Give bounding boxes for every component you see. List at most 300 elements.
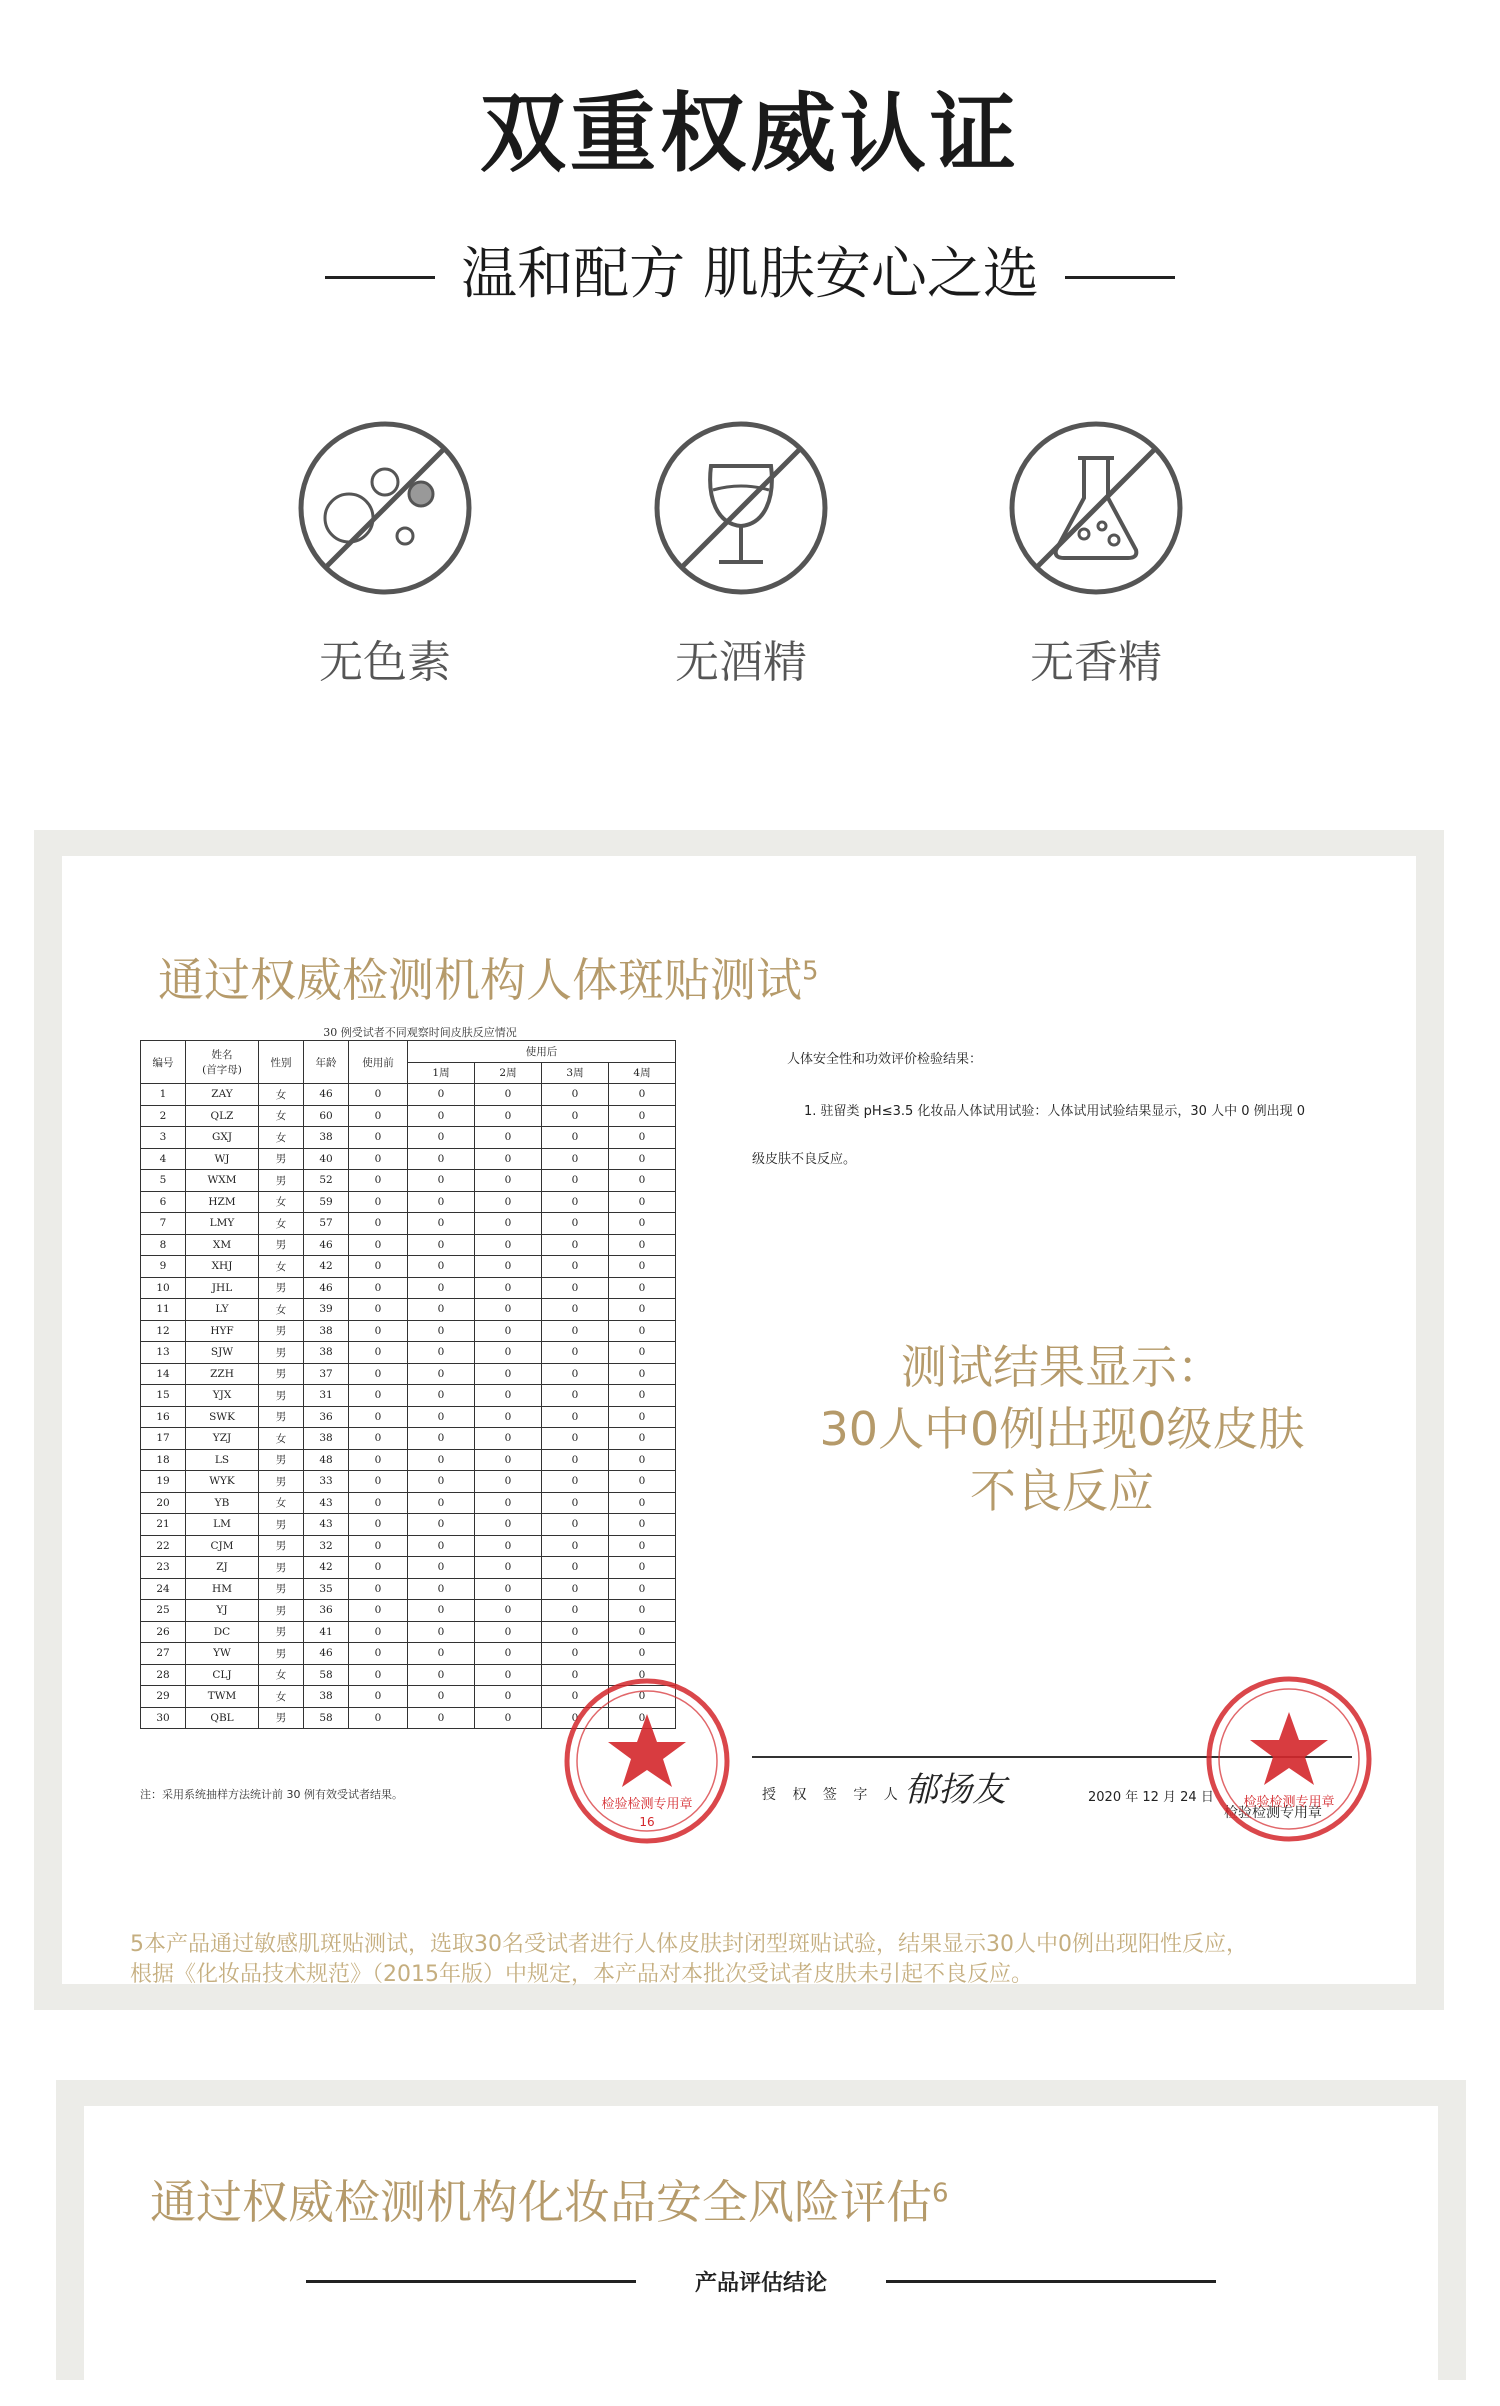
- table-cell: 59: [304, 1191, 349, 1213]
- table-cell: 0: [408, 1621, 475, 1643]
- table-cell: 0: [542, 1664, 609, 1686]
- table-cell: 男: [259, 1320, 304, 1342]
- table-cell: 0: [475, 1664, 542, 1686]
- table-cell: 0: [609, 1578, 676, 1600]
- table-cell: 0: [475, 1277, 542, 1299]
- table-row: [141, 1234, 676, 1256]
- table-cell: 0: [475, 1320, 542, 1342]
- table-cell: 0: [542, 1234, 609, 1256]
- table-cell: 39: [304, 1299, 349, 1321]
- result-highlight-line: 测试结果显示：: [901, 1340, 1223, 1394]
- table-cell: 0: [349, 1664, 408, 1686]
- table-cell: 0: [475, 1492, 542, 1514]
- table-cell: 0: [475, 1471, 542, 1493]
- table-cell: 46: [304, 1277, 349, 1299]
- table-cell: 2: [141, 1105, 186, 1127]
- col-week: 1周: [408, 1062, 475, 1084]
- table-cell: 0: [475, 1449, 542, 1471]
- table-cell: 0: [609, 1535, 676, 1557]
- feature-label: 无酒精: [675, 637, 807, 688]
- table-cell: 3: [141, 1127, 186, 1149]
- table-cell: 0: [475, 1428, 542, 1450]
- table-cell: 0: [475, 1299, 542, 1321]
- table-cell: ZJ: [186, 1557, 259, 1579]
- table-cell: 女: [259, 1191, 304, 1213]
- table-cell: HYF: [186, 1320, 259, 1342]
- table-row: [141, 1514, 676, 1536]
- table-cell: 0: [542, 1363, 609, 1385]
- table-cell: 0: [609, 1492, 676, 1514]
- table-cell: 女: [259, 1299, 304, 1321]
- page-subtitle: [0, 230, 1500, 310]
- table-cell: 0: [609, 1385, 676, 1407]
- result-text-line: 级皮肤不良反应。: [752, 1152, 857, 1167]
- table-cell: 0: [475, 1127, 542, 1149]
- table-row: [141, 1643, 676, 1665]
- table-cell: 9: [141, 1256, 186, 1278]
- table-cell: 0: [542, 1428, 609, 1450]
- patch-test-footnote: [130, 1930, 1430, 1990]
- table-cell: 0: [349, 1299, 408, 1321]
- table-cell: 0: [349, 1127, 408, 1149]
- eval-title: 产品评估结论: [694, 2271, 827, 2296]
- table-cell: 0: [609, 1191, 676, 1213]
- result-highlight-line: 不良反应: [970, 1464, 1154, 1518]
- table-cell: QBL: [186, 1707, 259, 1729]
- table-cell: 23: [141, 1557, 186, 1579]
- table-cell: 0: [542, 1600, 609, 1622]
- table-cell: 57: [304, 1213, 349, 1235]
- feature-label: 无香精: [1030, 637, 1162, 688]
- table-cell: 0: [349, 1342, 408, 1364]
- table-cell: 0: [349, 1406, 408, 1428]
- table-cell: 0: [542, 1535, 609, 1557]
- table-cell: 0: [475, 1514, 542, 1536]
- result-highlight-line: 30人中0例出现0级皮肤: [819, 1402, 1305, 1456]
- table-cell: 0: [349, 1170, 408, 1192]
- table-cell: 0: [609, 1363, 676, 1385]
- table-row: [141, 1320, 676, 1342]
- table-cell: 46: [304, 1084, 349, 1106]
- table-cell: 36: [304, 1406, 349, 1428]
- table-row: [141, 1449, 676, 1471]
- table-cell: 0: [475, 1213, 542, 1235]
- table-cell: 29: [141, 1686, 186, 1708]
- table-cell: 0: [542, 1492, 609, 1514]
- table-cell: 0: [609, 1299, 676, 1321]
- table-cell: 36: [304, 1600, 349, 1622]
- table-cell: 男: [259, 1148, 304, 1170]
- table-cell: 0: [349, 1105, 408, 1127]
- table-row: [141, 1213, 676, 1235]
- table-cell: 0: [408, 1170, 475, 1192]
- table-cell: 0: [475, 1600, 542, 1622]
- result-highlight: [802, 1336, 1322, 1522]
- feature-label: 无色素: [319, 637, 451, 688]
- table-cell: 15: [141, 1385, 186, 1407]
- table-cell: 38: [304, 1686, 349, 1708]
- col-name: 姓名 (首字母): [186, 1041, 259, 1084]
- table-cell: 0: [408, 1148, 475, 1170]
- table-cell: 0: [408, 1449, 475, 1471]
- table-cell: 0: [408, 1084, 475, 1106]
- risk-assessment-frame: [56, 2080, 1466, 2380]
- table-cell: 1: [141, 1084, 186, 1106]
- table-cell: 0: [609, 1148, 676, 1170]
- svg-text:检验检测专用章: 检验检测专用章: [601, 1797, 693, 1812]
- table-cell: 7: [141, 1213, 186, 1235]
- table-cell: 0: [542, 1256, 609, 1278]
- table-cell: 0: [542, 1084, 609, 1106]
- table-cell: LM: [186, 1514, 259, 1536]
- table-cell: 女: [259, 1686, 304, 1708]
- result-heading: 人体安全性和功效评价检验结果：: [787, 1052, 983, 1067]
- table-cell: LS: [186, 1449, 259, 1471]
- table-cell: JHL: [186, 1277, 259, 1299]
- table-cell: HM: [186, 1578, 259, 1600]
- table-cell: 0: [609, 1277, 676, 1299]
- table-cell: 0: [475, 1191, 542, 1213]
- table-cell: ZZH: [186, 1363, 259, 1385]
- table-row: [141, 1578, 676, 1600]
- table-cell: 0: [475, 1643, 542, 1665]
- col-after: 使用后: [408, 1041, 676, 1063]
- table-cell: 0: [609, 1406, 676, 1428]
- stamp-caption: 检验检测专用章: [1224, 1805, 1322, 1821]
- table-cell: 11: [141, 1299, 186, 1321]
- table-cell: SWK: [186, 1406, 259, 1428]
- table-cell: 60: [304, 1105, 349, 1127]
- table-cell: 男: [259, 1406, 304, 1428]
- table-cell: 0: [349, 1084, 408, 1106]
- table-cell: 0: [349, 1320, 408, 1342]
- table-cell: 0: [542, 1191, 609, 1213]
- feature-no-alcohol: [641, 420, 841, 690]
- table-row: [141, 1148, 676, 1170]
- table-cell: 男: [259, 1471, 304, 1493]
- table-cell: 0: [475, 1105, 542, 1127]
- table-cell: SJW: [186, 1342, 259, 1364]
- table-cell: 男: [259, 1514, 304, 1536]
- footnote-line: 根据《化妆品技术规范》（2015年版）中规定，本产品对本批次受试者皮肤未引起不良反应。: [130, 1962, 1033, 1987]
- table-cell: 0: [475, 1535, 542, 1557]
- table-cell: YW: [186, 1643, 259, 1665]
- table-cell: 0: [408, 1600, 475, 1622]
- table-cell: 男: [259, 1363, 304, 1385]
- table-cell: 0: [408, 1686, 475, 1708]
- table-cell: 0: [542, 1557, 609, 1579]
- table-cell: 41: [304, 1621, 349, 1643]
- official-stamp-left: [562, 1676, 732, 1846]
- table-cell: 0: [408, 1127, 475, 1149]
- table-cell: 0: [349, 1707, 408, 1729]
- table-cell: 0: [609, 1084, 676, 1106]
- table-cell: 0: [408, 1707, 475, 1729]
- table-cell: 0: [349, 1686, 408, 1708]
- table-row: [141, 1492, 676, 1514]
- table-cell: 38: [304, 1127, 349, 1149]
- table-cell: 0: [542, 1449, 609, 1471]
- table-cell: 0: [609, 1643, 676, 1665]
- table-cell: 17: [141, 1428, 186, 1450]
- col-sex: 性别: [259, 1041, 304, 1084]
- table-cell: XM: [186, 1234, 259, 1256]
- table-cell: 4: [141, 1148, 186, 1170]
- table-row: [141, 1256, 676, 1278]
- table-row: [141, 1600, 676, 1622]
- table-cell: 0: [475, 1707, 542, 1729]
- table-cell: 0: [408, 1234, 475, 1256]
- table-cell: 0: [349, 1621, 408, 1643]
- table-cell: 男: [259, 1600, 304, 1622]
- sign-date: 2020 年 12 月 24 日: [1088, 1790, 1214, 1805]
- table-cell: 0: [542, 1213, 609, 1235]
- table-cell: 14: [141, 1363, 186, 1385]
- table-cell: 0: [609, 1127, 676, 1149]
- table-cell: 0: [349, 1385, 408, 1407]
- table-cell: 0: [349, 1578, 408, 1600]
- table-cell: 男: [259, 1277, 304, 1299]
- risk-assessment-certificate: [84, 2106, 1438, 2406]
- table-cell: 27: [141, 1643, 186, 1665]
- table-cell: 0: [349, 1535, 408, 1557]
- table-cell: 0: [475, 1170, 542, 1192]
- table-cell: 18: [141, 1449, 186, 1471]
- table-cell: YJX: [186, 1385, 259, 1407]
- table-cell: 0: [408, 1643, 475, 1665]
- table-cell: 0: [349, 1514, 408, 1536]
- table-cell: 0: [609, 1686, 676, 1708]
- table-note: 注：采用系统抽样方法统计前 30 例有效受试者结果。: [140, 1788, 403, 1801]
- table-cell: YJ: [186, 1600, 259, 1622]
- table-caption: 30 例受试者不同观察时间皮肤反应情况: [323, 1026, 517, 1039]
- table-cell: CLJ: [186, 1664, 259, 1686]
- table-cell: 12: [141, 1320, 186, 1342]
- table-cell: 0: [475, 1084, 542, 1106]
- table-cell: 0: [349, 1363, 408, 1385]
- table-cell: 0: [349, 1643, 408, 1665]
- table-cell: 0: [349, 1492, 408, 1514]
- table-cell: 0: [542, 1385, 609, 1407]
- table-cell: QLZ: [186, 1105, 259, 1127]
- table-cell: 19: [141, 1471, 186, 1493]
- table-cell: 40: [304, 1148, 349, 1170]
- table-row: [141, 1535, 676, 1557]
- table-cell: 0: [542, 1643, 609, 1665]
- right-dash: [1065, 276, 1175, 279]
- feature-no-fragrance: [996, 420, 1196, 690]
- table-cell: 0: [408, 1578, 475, 1600]
- table-cell: 0: [408, 1428, 475, 1450]
- table-cell: 男: [259, 1557, 304, 1579]
- table-cell: 0: [349, 1428, 408, 1450]
- table-cell: 21: [141, 1514, 186, 1536]
- table-cell: 女: [259, 1428, 304, 1450]
- table-cell: 女: [259, 1084, 304, 1106]
- table-cell: 男: [259, 1385, 304, 1407]
- table-cell: 43: [304, 1492, 349, 1514]
- svg-text:检验检测专用章: 检验检测专用章: [1243, 1795, 1335, 1810]
- table-row: [141, 1191, 676, 1213]
- table-cell: 0: [408, 1105, 475, 1127]
- table-cell: 0: [542, 1686, 609, 1708]
- result-text-line: 1. 驻留类 pH≤3.5 化妆品人体试用试验：人体试用试验结果显示，30 人中 0 例出现 0: [804, 1104, 1306, 1119]
- table-cell: 0: [542, 1621, 609, 1643]
- col-week: 4周: [609, 1062, 676, 1084]
- table-cell: 24: [141, 1578, 186, 1600]
- table-cell: GXJ: [186, 1127, 259, 1149]
- table-cell: 女: [259, 1492, 304, 1514]
- table-row: [141, 1385, 676, 1407]
- table-cell: 0: [609, 1428, 676, 1450]
- reaction-table: [140, 1040, 676, 1729]
- table-cell: WYK: [186, 1471, 259, 1493]
- table-cell: 0: [609, 1471, 676, 1493]
- table-cell: HZM: [186, 1191, 259, 1213]
- table-cell: 0: [542, 1299, 609, 1321]
- table-cell: 33: [304, 1471, 349, 1493]
- table-cell: 0: [349, 1191, 408, 1213]
- table-cell: 0: [349, 1600, 408, 1622]
- table-cell: 0: [609, 1621, 676, 1643]
- table-row: [141, 1363, 676, 1385]
- table-row: [141, 1105, 676, 1127]
- table-cell: 0: [542, 1170, 609, 1192]
- table-cell: 0: [475, 1385, 542, 1407]
- table-cell: 0: [609, 1707, 676, 1729]
- table-cell: YZJ: [186, 1428, 259, 1450]
- col-week: 2周: [475, 1062, 542, 1084]
- table-cell: 0: [609, 1557, 676, 1579]
- table-cell: XHJ: [186, 1256, 259, 1278]
- table-cell: 0: [609, 1514, 676, 1536]
- table-cell: 0: [475, 1363, 542, 1385]
- left-dash: [325, 276, 435, 279]
- table-cell: 0: [609, 1213, 676, 1235]
- table-cell: LMY: [186, 1213, 259, 1235]
- table-cell: 0: [542, 1277, 609, 1299]
- table-cell: 32: [304, 1535, 349, 1557]
- table-cell: 0: [408, 1256, 475, 1278]
- table-cell: 0: [609, 1256, 676, 1278]
- table-cell: 25: [141, 1600, 186, 1622]
- table-cell: 0: [475, 1148, 542, 1170]
- table-cell: 28: [141, 1664, 186, 1686]
- table-cell: 38: [304, 1428, 349, 1450]
- table-cell: 0: [475, 1406, 542, 1428]
- table-cell: 5: [141, 1170, 186, 1192]
- table-cell: 男: [259, 1234, 304, 1256]
- patch-test-frame: [34, 830, 1444, 2010]
- table-cell: 0: [609, 1234, 676, 1256]
- table-cell: 0: [408, 1342, 475, 1364]
- table-cell: TWM: [186, 1686, 259, 1708]
- table-row: [141, 1471, 676, 1493]
- table-cell: 0: [349, 1471, 408, 1493]
- table-row: [141, 1277, 676, 1299]
- table-cell: 0: [609, 1170, 676, 1192]
- table-row: [141, 1127, 676, 1149]
- table-row: [141, 1428, 676, 1450]
- table-cell: 0: [475, 1686, 542, 1708]
- table-cell: 20: [141, 1492, 186, 1514]
- table-cell: 0: [349, 1213, 408, 1235]
- eval-rule-right: [886, 2280, 1216, 2283]
- patch-test-certificate: [62, 856, 1416, 1987]
- table-cell: 男: [259, 1449, 304, 1471]
- table-cell: 42: [304, 1557, 349, 1579]
- no-fragrance-icon: [1008, 420, 1184, 596]
- risk-assessment-heading: 通过权威检测机构化妆品安全风险评估$^6$: [150, 2175, 949, 2229]
- table-cell: 0: [408, 1492, 475, 1514]
- table-row: [141, 1084, 676, 1106]
- page-title: 双重权威认证: [480, 84, 1020, 184]
- table-cell: CJM: [186, 1535, 259, 1557]
- table-cell: 0: [408, 1514, 475, 1536]
- table-cell: 6: [141, 1191, 186, 1213]
- table-cell: 0: [542, 1406, 609, 1428]
- table-cell: ZAY: [186, 1084, 259, 1106]
- table-cell: 0: [609, 1342, 676, 1364]
- table-cell: 0: [609, 1449, 676, 1471]
- table-cell: 26: [141, 1621, 186, 1643]
- table-cell: DC: [186, 1621, 259, 1643]
- table-cell: 男: [259, 1643, 304, 1665]
- table-cell: 女: [259, 1256, 304, 1278]
- table-cell: 0: [609, 1320, 676, 1342]
- table-cell: 0: [609, 1664, 676, 1686]
- table-cell: 0: [349, 1234, 408, 1256]
- table-cell: 0: [542, 1105, 609, 1127]
- table-cell: 0: [408, 1363, 475, 1385]
- table-cell: 0: [475, 1342, 542, 1364]
- table-cell: 8: [141, 1234, 186, 1256]
- table-cell: 0: [408, 1471, 475, 1493]
- table-cell: 0: [349, 1277, 408, 1299]
- table-cell: 0: [542, 1471, 609, 1493]
- table-cell: 22: [141, 1535, 186, 1557]
- table-cell: 男: [259, 1621, 304, 1643]
- table-cell: 0: [408, 1299, 475, 1321]
- subtitle-text: 温和配方 肌肤安心之选: [461, 242, 1039, 307]
- table-cell: 10: [141, 1277, 186, 1299]
- table-cell: 16: [141, 1406, 186, 1428]
- table-cell: 43: [304, 1514, 349, 1536]
- col-week: 3周: [542, 1062, 609, 1084]
- table-cell: 男: [259, 1707, 304, 1729]
- signer-label: 授 权 签 字 人: [762, 1787, 904, 1803]
- table-cell: 0: [408, 1535, 475, 1557]
- table-cell: 37: [304, 1363, 349, 1385]
- feature-no-pigment: [285, 420, 485, 690]
- table-cell: 0: [542, 1342, 609, 1364]
- col-before: 使用前: [349, 1041, 408, 1084]
- svg-text:16: 16: [639, 1815, 655, 1829]
- table-cell: 女: [259, 1127, 304, 1149]
- table-cell: 0: [542, 1320, 609, 1342]
- table-cell: 男: [259, 1170, 304, 1192]
- signature: 郁扬友: [904, 1770, 1006, 1810]
- table-row: [141, 1342, 676, 1364]
- table-cell: 58: [304, 1664, 349, 1686]
- table-cell: 0: [542, 1707, 609, 1729]
- table-cell: 46: [304, 1234, 349, 1256]
- table-cell: 0: [542, 1514, 609, 1536]
- official-stamp-right: [1204, 1674, 1374, 1844]
- table-cell: 0: [475, 1578, 542, 1600]
- table-cell: YB: [186, 1492, 259, 1514]
- table-row: [141, 1557, 676, 1579]
